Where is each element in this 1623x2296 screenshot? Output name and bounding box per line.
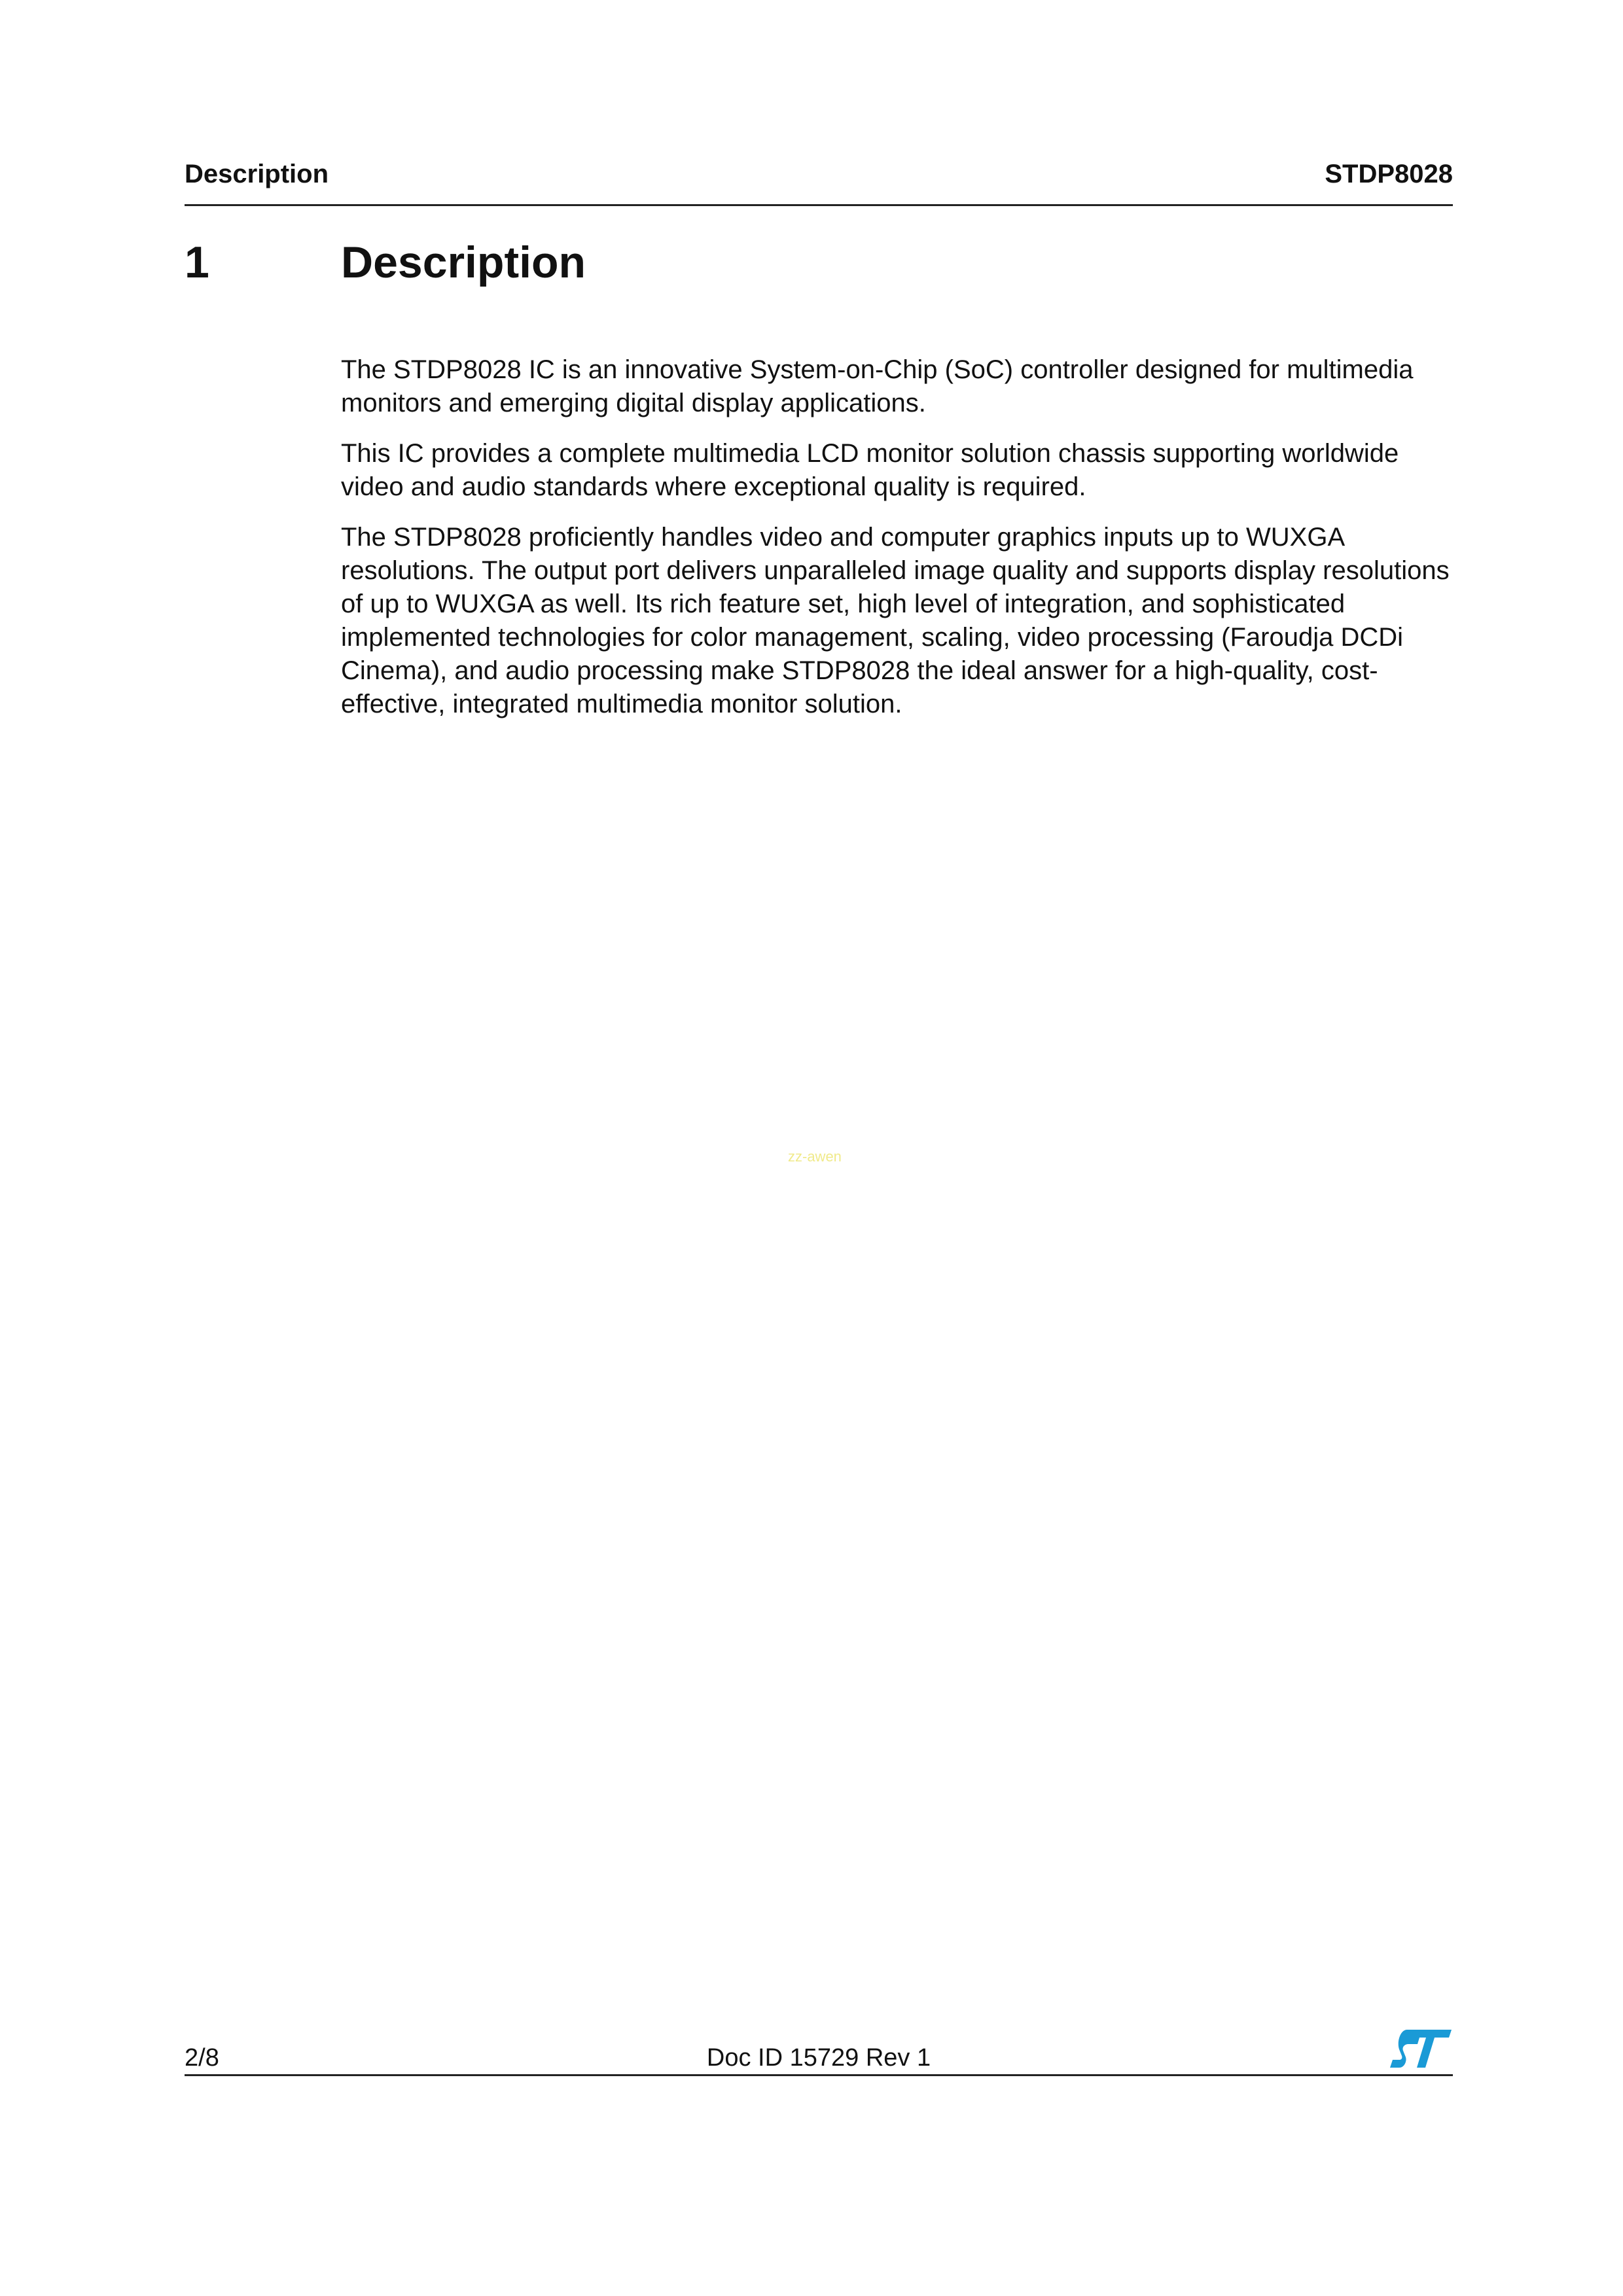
watermark-text: zz-awen <box>788 1148 842 1165</box>
header-section-label: Description <box>185 160 329 188</box>
section-number: 1 <box>185 238 209 287</box>
footer-doc-id: Doc ID 15729 Rev 1 <box>706 2044 931 2072</box>
running-header <box>185 157 1453 206</box>
body-text <box>341 353 1460 738</box>
paragraph-3: The STDP8028 proficiently handles video and computer graphics inputs up to WUXGA resolutions. The output port delivers unparalleled image quality and supports display resolutions of up to WUXGA as well. Its rich feature set, high level of integration, and sophisticated implemented technologies for color management, scaling, video processing (Faroudja DCDi Cinema), and audio processing make STDP8028 the ideal answer for a high-quality, cost-effective, integrated multimedia monitor solution. <box>341 523 1450 718</box>
section-title: Description <box>341 238 586 287</box>
paragraph-1: The STDP8028 IC is an innovative System-on-Chip (SoC) controller designed for multimedia monitors and emerging digital display applications. <box>341 355 1414 417</box>
running-footer <box>185 2028 1453 2076</box>
st-logo-icon <box>1390 2028 1453 2069</box>
paragraph-2: This IC provides a complete multimedia LCD monitor solution chassis supporting worldwide video and audio standards where exceptional quality is required. <box>341 439 1399 501</box>
header-product-code: STDP8028 <box>1325 160 1453 188</box>
footer-page-number: 2/8 <box>185 2044 219 2072</box>
